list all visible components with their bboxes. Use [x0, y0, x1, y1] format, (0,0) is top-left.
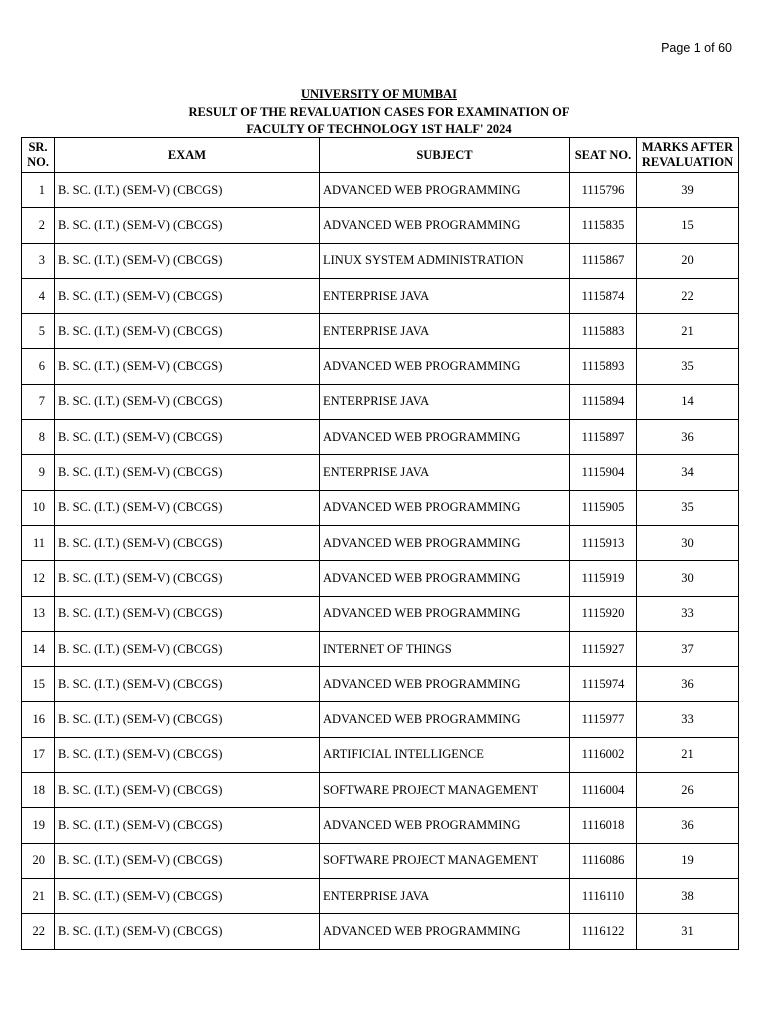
- cell-seat-no: 1115977: [570, 702, 637, 737]
- cell-exam: B. SC. (I.T.) (SEM-V) (CBCGS): [55, 773, 320, 808]
- cell-seat-no: 1115883: [570, 314, 637, 349]
- cell-marks: 30: [637, 525, 739, 560]
- cell-subject: ADVANCED WEB PROGRAMMING: [320, 349, 570, 384]
- table-header-row: [22, 138, 739, 173]
- cell-sr-no: 4: [22, 278, 55, 313]
- cell-sr-no: 20: [22, 843, 55, 878]
- cell-exam: B. SC. (I.T.) (SEM-V) (CBCGS): [55, 525, 320, 560]
- cell-sr-no: 22: [22, 914, 55, 949]
- cell-marks: 34: [637, 455, 739, 490]
- cell-exam: B. SC. (I.T.) (SEM-V) (CBCGS): [55, 702, 320, 737]
- header-marks: [637, 138, 739, 173]
- cell-subject: ENTERPRISE JAVA: [320, 384, 570, 419]
- table-row: [22, 314, 739, 349]
- cell-sr-no: 14: [22, 631, 55, 666]
- table-row: [22, 737, 739, 772]
- cell-marks: 36: [637, 808, 739, 843]
- cell-exam: B. SC. (I.T.) (SEM-V) (CBCGS): [55, 490, 320, 525]
- cell-seat-no: 1115927: [570, 631, 637, 666]
- table-row: [22, 278, 739, 313]
- result-heading: RESULT OF THE REVALUATION CASES FOR EXAMINATION OF: [188, 104, 570, 119]
- cell-seat-no: 1116002: [570, 737, 637, 772]
- university-name: UNIVERSITY OF MUMBAI: [300, 87, 458, 101]
- cell-marks: 38: [637, 878, 739, 913]
- table-row: [22, 914, 739, 949]
- cell-seat-no: 1115867: [570, 243, 637, 278]
- header-seat-no: SEAT NO.: [570, 138, 637, 173]
- cell-exam: B. SC. (I.T.) (SEM-V) (CBCGS): [55, 878, 320, 913]
- header-marks-line1: MARKS AFTER: [641, 140, 734, 154]
- cell-sr-no: 18: [22, 773, 55, 808]
- cell-subject: ADVANCED WEB PROGRAMMING: [320, 914, 570, 949]
- cell-sr-no: 3: [22, 243, 55, 278]
- results-table: [21, 137, 739, 950]
- cell-marks: 36: [637, 667, 739, 702]
- document-title: [0, 86, 758, 139]
- cell-exam: B. SC. (I.T.) (SEM-V) (CBCGS): [55, 667, 320, 702]
- header-sr-line1: SR.: [28, 140, 48, 154]
- table-row: [22, 878, 739, 913]
- cell-exam: B. SC. (I.T.) (SEM-V) (CBCGS): [55, 278, 320, 313]
- cell-marks: 19: [637, 843, 739, 878]
- header-sr-line2: NO.: [27, 155, 49, 169]
- cell-seat-no: 1116086: [570, 843, 637, 878]
- cell-seat-no: 1115905: [570, 490, 637, 525]
- table-row: [22, 243, 739, 278]
- table-row: [22, 349, 739, 384]
- cell-sr-no: 16: [22, 702, 55, 737]
- cell-seat-no: 1115920: [570, 596, 637, 631]
- header-sr-no: [22, 138, 55, 173]
- table-row: [22, 667, 739, 702]
- cell-seat-no: 1116004: [570, 773, 637, 808]
- cell-exam: B. SC. (I.T.) (SEM-V) (CBCGS): [55, 914, 320, 949]
- cell-exam: B. SC. (I.T.) (SEM-V) (CBCGS): [55, 561, 320, 596]
- cell-subject: SOFTWARE PROJECT MANAGEMENT: [320, 843, 570, 878]
- cell-marks: 37: [637, 631, 739, 666]
- header-subject: SUBJECT: [320, 138, 570, 173]
- table-row: [22, 808, 739, 843]
- cell-subject: ADVANCED WEB PROGRAMMING: [320, 173, 570, 208]
- cell-sr-no: 17: [22, 737, 55, 772]
- cell-seat-no: 1116018: [570, 808, 637, 843]
- cell-exam: B. SC. (I.T.) (SEM-V) (CBCGS): [55, 349, 320, 384]
- table-row: [22, 843, 739, 878]
- table-row: [22, 773, 739, 808]
- cell-seat-no: 1116110: [570, 878, 637, 913]
- cell-seat-no: 1115904: [570, 455, 637, 490]
- cell-marks: 26: [637, 773, 739, 808]
- cell-seat-no: 1115893: [570, 349, 637, 384]
- cell-subject: ARTIFICIAL INTELLIGENCE: [320, 737, 570, 772]
- cell-marks: 20: [637, 243, 739, 278]
- cell-subject: ADVANCED WEB PROGRAMMING: [320, 561, 570, 596]
- cell-exam: B. SC. (I.T.) (SEM-V) (CBCGS): [55, 843, 320, 878]
- cell-exam: B. SC. (I.T.) (SEM-V) (CBCGS): [55, 243, 320, 278]
- table-row: [22, 596, 739, 631]
- cell-sr-no: 12: [22, 561, 55, 596]
- cell-seat-no: 1115974: [570, 667, 637, 702]
- cell-sr-no: 15: [22, 667, 55, 702]
- cell-exam: B. SC. (I.T.) (SEM-V) (CBCGS): [55, 208, 320, 243]
- table-row: [22, 490, 739, 525]
- cell-exam: B. SC. (I.T.) (SEM-V) (CBCGS): [55, 808, 320, 843]
- cell-marks: 30: [637, 561, 739, 596]
- cell-marks: 14: [637, 384, 739, 419]
- page-number: Page 1 of 60: [661, 41, 732, 55]
- header-exam: EXAM: [55, 138, 320, 173]
- cell-seat-no: 1115897: [570, 420, 637, 455]
- cell-sr-no: 6: [22, 349, 55, 384]
- cell-marks: 35: [637, 490, 739, 525]
- cell-sr-no: 21: [22, 878, 55, 913]
- cell-seat-no: 1115835: [570, 208, 637, 243]
- cell-subject: ADVANCED WEB PROGRAMMING: [320, 208, 570, 243]
- table-row: [22, 208, 739, 243]
- cell-sr-no: 13: [22, 596, 55, 631]
- cell-seat-no: 1115894: [570, 384, 637, 419]
- cell-exam: B. SC. (I.T.) (SEM-V) (CBCGS): [55, 420, 320, 455]
- cell-marks: 31: [637, 914, 739, 949]
- table-row: [22, 525, 739, 560]
- cell-subject: ENTERPRISE JAVA: [320, 278, 570, 313]
- cell-exam: B. SC. (I.T.) (SEM-V) (CBCGS): [55, 314, 320, 349]
- cell-seat-no: 1116122: [570, 914, 637, 949]
- table-row: [22, 173, 739, 208]
- cell-marks: 35: [637, 349, 739, 384]
- table-row: [22, 455, 739, 490]
- table-row: [22, 702, 739, 737]
- cell-exam: B. SC. (I.T.) (SEM-V) (CBCGS): [55, 384, 320, 419]
- cell-seat-no: 1115913: [570, 525, 637, 560]
- cell-subject: LINUX SYSTEM ADMINISTRATION: [320, 243, 570, 278]
- cell-subject: ADVANCED WEB PROGRAMMING: [320, 525, 570, 560]
- cell-exam: B. SC. (I.T.) (SEM-V) (CBCGS): [55, 631, 320, 666]
- cell-sr-no: 2: [22, 208, 55, 243]
- cell-subject: ADVANCED WEB PROGRAMMING: [320, 490, 570, 525]
- table-row: [22, 420, 739, 455]
- cell-subject: ENTERPRISE JAVA: [320, 878, 570, 913]
- cell-subject: ADVANCED WEB PROGRAMMING: [320, 667, 570, 702]
- cell-marks: 36: [637, 420, 739, 455]
- cell-sr-no: 9: [22, 455, 55, 490]
- cell-marks: 22: [637, 278, 739, 313]
- cell-subject: ENTERPRISE JAVA: [320, 314, 570, 349]
- table-row: [22, 561, 739, 596]
- cell-sr-no: 19: [22, 808, 55, 843]
- cell-exam: B. SC. (I.T.) (SEM-V) (CBCGS): [55, 173, 320, 208]
- cell-marks: 33: [637, 596, 739, 631]
- cell-subject: ADVANCED WEB PROGRAMMING: [320, 596, 570, 631]
- cell-subject: ADVANCED WEB PROGRAMMING: [320, 420, 570, 455]
- cell-sr-no: 8: [22, 420, 55, 455]
- cell-exam: B. SC. (I.T.) (SEM-V) (CBCGS): [55, 596, 320, 631]
- cell-marks: 21: [637, 314, 739, 349]
- cell-marks: 39: [637, 173, 739, 208]
- cell-marks: 15: [637, 208, 739, 243]
- table-row: [22, 631, 739, 666]
- cell-subject: ENTERPRISE JAVA: [320, 455, 570, 490]
- cell-seat-no: 1115919: [570, 561, 637, 596]
- cell-sr-no: 1: [22, 173, 55, 208]
- cell-seat-no: 1115874: [570, 278, 637, 313]
- table-body: [22, 173, 739, 950]
- cell-sr-no: 7: [22, 384, 55, 419]
- cell-sr-no: 11: [22, 525, 55, 560]
- cell-exam: B. SC. (I.T.) (SEM-V) (CBCGS): [55, 455, 320, 490]
- cell-subject: ADVANCED WEB PROGRAMMING: [320, 702, 570, 737]
- cell-marks: 33: [637, 702, 739, 737]
- cell-seat-no: 1115796: [570, 173, 637, 208]
- cell-marks: 21: [637, 737, 739, 772]
- faculty-heading: FACULTY OF TECHNOLOGY 1ST HALF' 2024: [246, 122, 512, 136]
- table-row: [22, 384, 739, 419]
- cell-subject: SOFTWARE PROJECT MANAGEMENT: [320, 773, 570, 808]
- cell-subject: ADVANCED WEB PROGRAMMING: [320, 808, 570, 843]
- cell-sr-no: 10: [22, 490, 55, 525]
- cell-exam: B. SC. (I.T.) (SEM-V) (CBCGS): [55, 737, 320, 772]
- cell-subject: INTERNET OF THINGS: [320, 631, 570, 666]
- cell-sr-no: 5: [22, 314, 55, 349]
- header-marks-line2: REVALUATION: [641, 155, 734, 169]
